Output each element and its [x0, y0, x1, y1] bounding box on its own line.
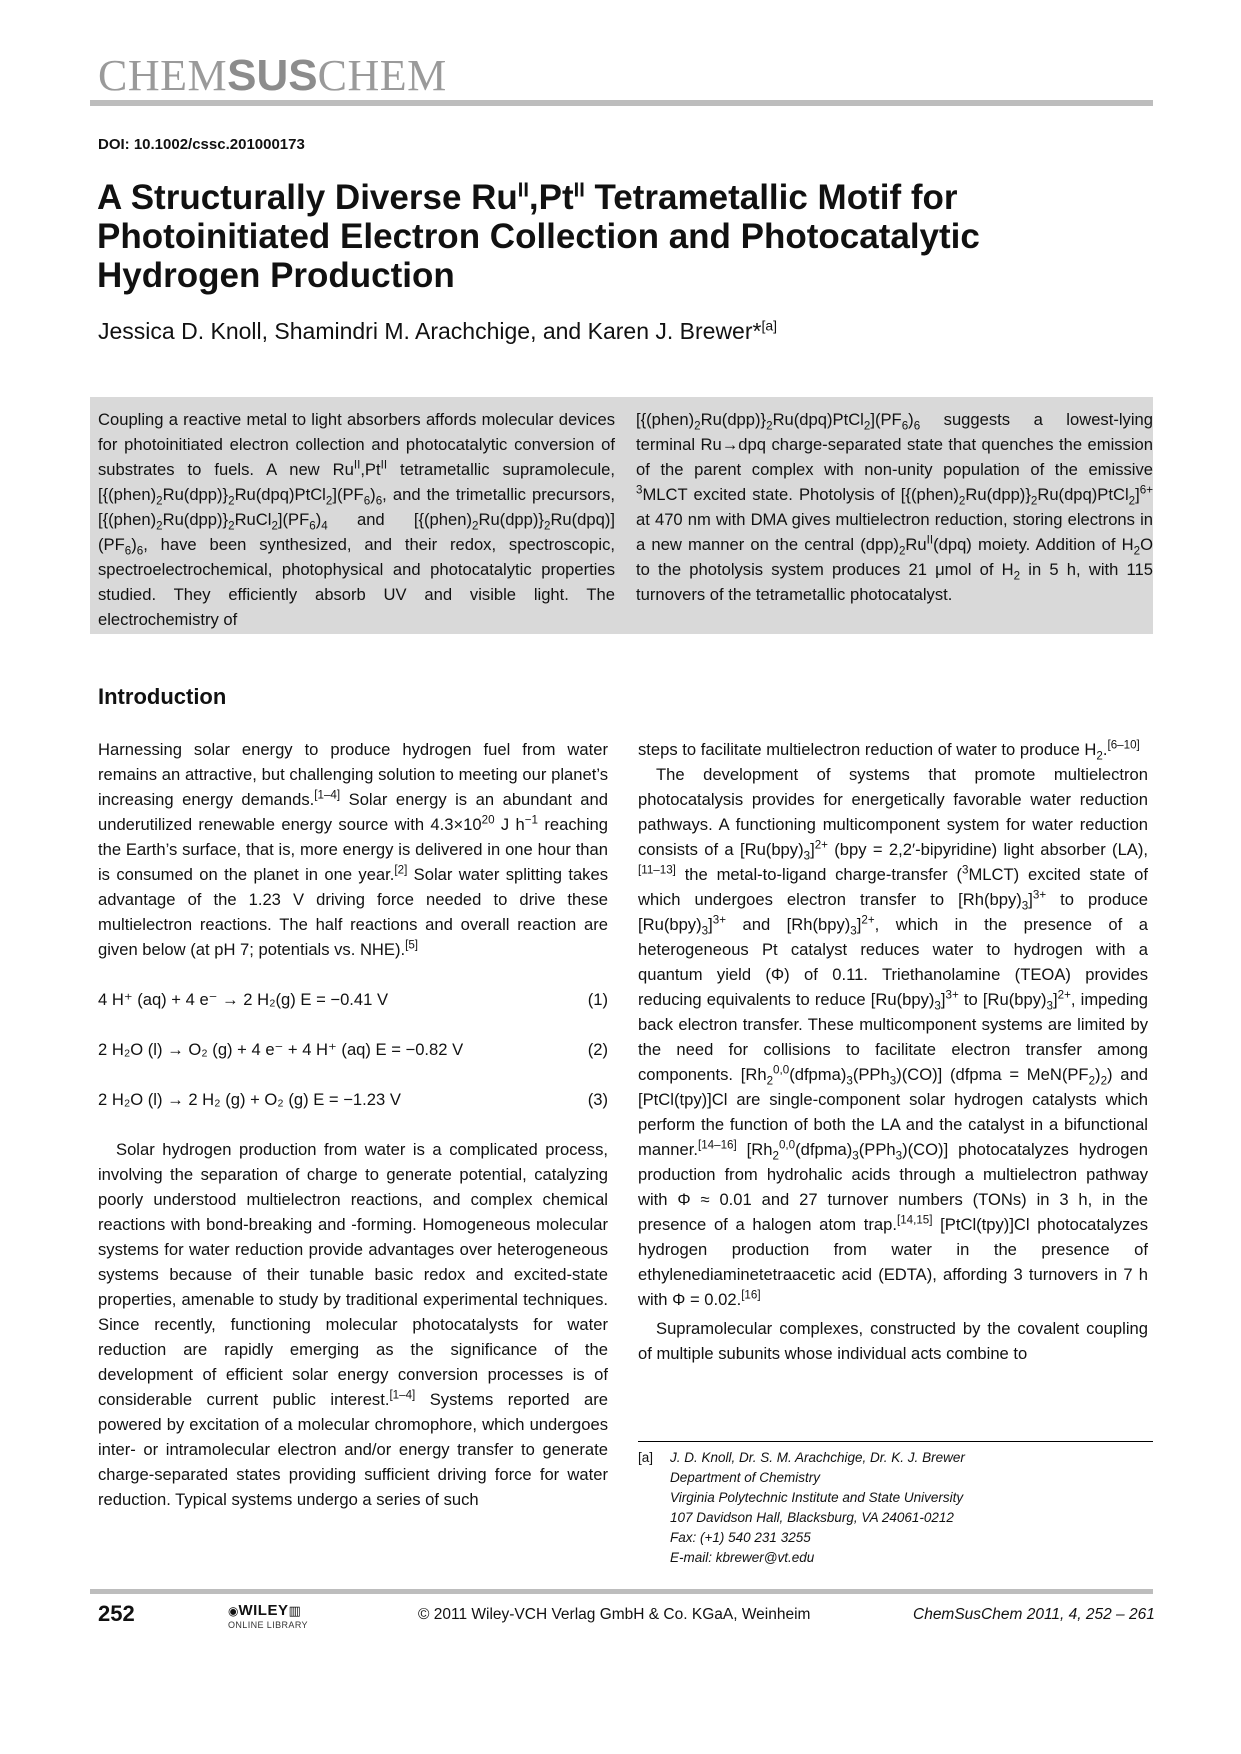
paragraph: steps to facilitate multielectron reduction of water to produce $H_2.[6-10]$ [638, 738, 1140, 763]
doi[interactable]: DOI: 10.1002/cssc.201000173 [98, 136, 305, 153]
abstract-right-column: $[\{(phen)_2Ru(dpp)\}_2Ru(dpq)PtCl_2](PF_6)_6$ suggests a lowest-lying terminal Ru→dpq charge-separated state that quenches the emission of the parent complex with non-unity population of the emissive $^3$MLCT excited state. Photolysis of $[\{(phen)_2Ru(dpp)\}_2Ru(dpq)PtCl_2]^{6+}$ at 470 nm with DMA gives multielectron reduction, storing electrons in a new manner on the central $(dpp)_2Ru^{II}(dpq)$ moiety. Addition of $H_2O$ to the photolysis system produces 21 μmol of $H_2$ in 5 h, with 115 turnovers of the tetrametallic photocatalyst. [636, 410, 1153, 604]
wiley-seal-icon: ◉ [228, 1604, 239, 1618]
reference[interactable]: [14,15] [896, 1213, 933, 1227]
reference[interactable]: [11–13] [638, 863, 676, 877]
article-title: A Structurally Diverse $Ru^{II},Pt^{II}$ Tetrametallic Motif for Photoinitiated Electron Collection and Photocatalytic Hydrogen Production [97, 178, 980, 295]
citation: ChemSusChem 2011, 4, 252 – 261 [913, 1606, 1155, 1623]
paragraph: The development of systems that promote multielectron photocatalysis provides for energetically favorable water reduction pathways. A functioning multicomponent system for water reduction consists of a $[Ru(bpy)_3]^{2+}$ (bpy = 2,2′-bipyridine) light absorber (LA),[11–13] the metal-to-ligand charge-transfer ($^3$MLCT) excited state of which undergoes electron transfer to $[Rh(bpy)_3]^{3+}$ to produce $[Ru(bpy)_3]^{3+}$ and $[Rh(bpy)_3]^{2+}$, which in the presence of a heterogeneous Pt catalyst reduces water to hydrogen with a quantum yield (Φ) of 0.11. Triethanolamine (TEOA) provides reducing equivalents to reduce $[Ru(bpy)_3]^{3+}$ to $[Ru(bpy)_3]^{2+}$, impeding back electron transfer. These multicomponent systems are limited by the need for collisions to facilitate electron transfer among components. $[Rh_2^{0,0}(dfpma)_3(PPh_3)(CO)]$ (dfpma = $MeN(PF_2)_2$) and [PtCl(tpy)]Cl are single-component solar hydrogen catalysts which perform the function of both the LA and the catalyst in a bifunctional manner.[14–16] $[Rh_2^{0,0}(dfpma)_3(PPh_3)(CO)]$ photocatalyzes hydrogen production from hydrohalic acids through a multielectron pathway with Φ ≈ 0.01 and 27 turnover numbers (TONs) in 3 h, in the presence of a halogen atom trap.[14,15] [PtCl(tpy)]Cl photocatalyzes hydrogen production from water in the presence of ethylenediaminetetraacetic acid (EDTA), affording 3 turnovers in 7 h with Φ = 0.02.[16] [638, 765, 1149, 1309]
wiley-online-library-logo[interactable]: ◉WILEY▥ ONLINE LIBRARY [228, 1602, 308, 1630]
reference[interactable]: [1–4] [314, 788, 341, 802]
section-heading-introduction: Introduction [98, 684, 227, 709]
authors: Jessica D. Knoll, Shamindri M. Arachchige, and Karen J. Brewer*[a] [98, 317, 778, 344]
equation-3: 2 H₂O (l) → 2 H₂ (g) + O₂ (g) E = −1.23 V (3) [98, 1090, 608, 1109]
reference[interactable]: [14–16] [697, 1138, 737, 1152]
paragraph: Supramolecular complexes, constructed by the covalent coupling of multiple subunits whose individual acts combine to [638, 1319, 1148, 1363]
page-number: 252 [98, 1601, 135, 1626]
reference[interactable]: [2] [394, 863, 408, 877]
affiliation-footnote: [a] J. D. Knoll, Dr. S. M. Arachchige, Dr. K. J. Brewer Department of Chemistry Virginia Polytechnic Institute and State University 107 Davidson Hall, Blacksburg, VA 24061-0212 Fax: (+1) 540 231 3255 E-mail: kbrewer@vt.edu [638, 1448, 1153, 1568]
body-left-column [98, 737, 608, 1512]
footer-rule [90, 1589, 1153, 1594]
library-books-icon: ▥ [288, 1603, 301, 1618]
footnote-label: [a] [638, 1450, 654, 1465]
affiliation-mark[interactable]: [a] [761, 317, 778, 334]
copyright: © 2011 Wiley-VCH Verlag GmbH & Co. KGaA, Weinheim [418, 1606, 811, 1623]
journal-logo-suffix: CHEM [317, 51, 447, 100]
journal-logo-middle: SUS [227, 51, 318, 100]
header-rule [90, 100, 1153, 106]
equation-1: 4 H⁺ (aq) + 4 e⁻ → 2 H₂(g) E = −0.41 V (1) [98, 990, 608, 1009]
journal-logo-prefix: CHEM [98, 51, 228, 100]
email-link[interactable]: E-mail: kbrewer@vt.edu [670, 1550, 815, 1565]
body-right-column [638, 737, 1148, 1366]
journal-logo [98, 51, 447, 100]
paragraph: Solar hydrogen production from water is a complicated process, involving the separation of charge to generate potential, catalyzing poorly understood multielectron reactions, and complex chemical reactions with bond-breaking and -forming. Homogeneous molecular systems for water reduction provide advantages over heterogeneous systems because of their tunable basic redox and excited-state properties, amenable to study by traditional experimental techniques. Since recently, functioning molecular photocatalysts for water reduction are rapidly emerging as the significance of the development of efficient solar energy conversion processes is of considerable current public interest.[1–4] Systems reported are powered by excitation of a molecular chromophore, which undergoes inter- or intramolecular electron and/or energy transfer to generate charge-separated states providing sufficient driving force for water reduction. Typical systems undergo a series of such [98, 1140, 608, 1509]
reference[interactable]: [5] [405, 938, 419, 952]
equation-2: 2 H₂O (l) → O₂ (g) + 4 e⁻ + 4 H⁺ (aq) E = −0.82 V (2) [98, 1040, 608, 1059]
abstract-left-column: Coupling a reactive metal to light absorbers affords molecular devices for photoinitiated electron collection and photocatalytic conversion of substrates to fuels. A new $Ru^{II},Pt^{II}$ tetrametallic supramolecule, $[\{(phen)_2Ru(dpp)\}_2Ru(dpq)PtCl_2](PF_6)_6$, and the trimetallic precursors, $[\{(phen)_2Ru(dpp)\}_2RuCl_2](PF_6)_4$ and $[\{(phen)_2Ru(dpp)\}_2Ru(dpq)](PF_6)_6$, have been synthesized, and their redox, spectroscopic, spectroelectrochemical, photophysical and photocatalytic properties studied. They efficiently absorb UV and visible light. The electrochemistry of [98, 410, 616, 629]
abstract-box [90, 397, 1153, 634]
reference[interactable]: [16] [741, 1288, 761, 1302]
reference[interactable]: [6–10] [1107, 738, 1140, 752]
reference[interactable]: [1–4] [389, 1388, 416, 1402]
paragraph: Harnessing solar energy to produce hydrogen fuel from water remains an attractive, but challenging solution to meeting our planet’s increasing energy demands.[1–4] Solar energy is an abundant and underutilized renewable energy source with $4.3\times 10^{20}$ J $h^{-1}$ reaching the Earth’s surface, that is, more energy is delivered in one hour than is consumed on the planet in one year.[2] Solar water splitting takes advantage of the 1.23 V driving force needed to drive these multielectron reactions. The half reactions and overall reaction are given below (at pH 7; potentials vs. NHE).[5] [98, 740, 608, 959]
footnote-rule [638, 1441, 1153, 1442]
